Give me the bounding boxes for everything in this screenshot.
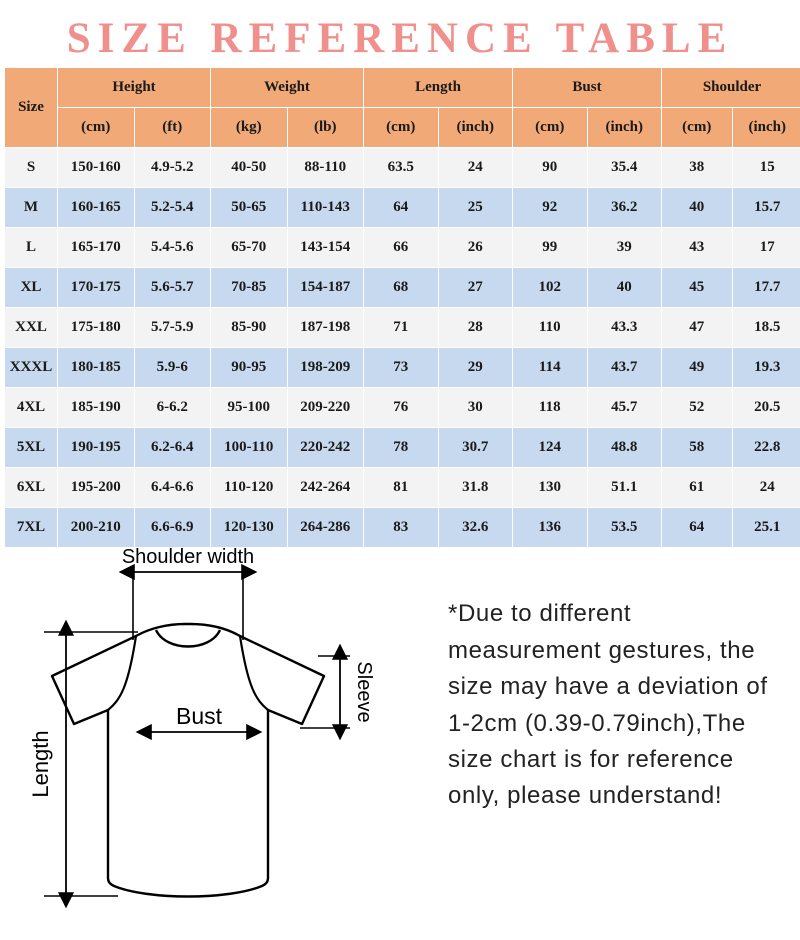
table-row [5, 348, 800, 388]
cell-value: 99 [513, 228, 588, 268]
cell-value: 63.5 [364, 148, 439, 188]
cell-value: 17 [732, 228, 800, 268]
cell-value: 71 [364, 308, 439, 348]
cell-value: 4.9-5.2 [134, 148, 211, 188]
cell-value: 28 [438, 308, 513, 348]
cell-value: 78 [364, 428, 439, 468]
cell-size: 6XL [5, 468, 58, 508]
cell-size: XL [5, 268, 58, 308]
cell-value: 130 [513, 468, 588, 508]
cell-value: 150-160 [58, 148, 135, 188]
tshirt-outline [52, 624, 324, 897]
header-height: Height [58, 68, 211, 108]
cell-value: 19.3 [732, 348, 800, 388]
cell-value: 43.3 [587, 308, 662, 348]
cell-value: 45.7 [587, 388, 662, 428]
cell-value: 65-70 [211, 228, 288, 268]
cell-value: 49 [662, 348, 733, 388]
size-reference-table [4, 67, 800, 548]
cell-size: XXXL [5, 348, 58, 388]
cell-value: 17.7 [732, 268, 800, 308]
bust-label: Bust [176, 703, 223, 729]
cell-value: 40-50 [211, 148, 288, 188]
unit-height-ft: (ft) [134, 108, 211, 148]
table-row [5, 188, 800, 228]
cell-value: 114 [513, 348, 588, 388]
table-row [5, 428, 800, 468]
cell-value: 81 [364, 468, 439, 508]
cell-value: 180-185 [58, 348, 135, 388]
header-weight: Weight [211, 68, 364, 108]
cell-value: 53.5 [587, 508, 662, 548]
cell-value: 40 [662, 188, 733, 228]
unit-weight-kg: (kg) [211, 108, 288, 148]
cell-value: 58 [662, 428, 733, 468]
table-row [5, 508, 800, 548]
cell-value: 40 [587, 268, 662, 308]
cell-value: 220-242 [287, 428, 364, 468]
cell-value: 136 [513, 508, 588, 548]
tshirt-svg [0, 548, 400, 940]
cell-value: 38 [662, 148, 733, 188]
cell-value: 68 [364, 268, 439, 308]
cell-value: 6.2-6.4 [134, 428, 211, 468]
cell-value: 190-195 [58, 428, 135, 468]
table-header-unit-row [5, 108, 800, 148]
cell-size: S [5, 148, 58, 188]
cell-value: 160-165 [58, 188, 135, 228]
cell-value: 170-175 [58, 268, 135, 308]
cell-value: 66 [364, 228, 439, 268]
page-title: SIZE REFERENCE TABLE [0, 0, 800, 67]
cell-value: 6.6-6.9 [134, 508, 211, 548]
unit-shoulder-inch: (inch) [732, 108, 800, 148]
cell-value: 76 [364, 388, 439, 428]
cell-value: 5.7-5.9 [134, 308, 211, 348]
table-row [5, 468, 800, 508]
cell-value: 264-286 [287, 508, 364, 548]
unit-shoulder-cm: (cm) [662, 108, 733, 148]
cell-value: 102 [513, 268, 588, 308]
cell-value: 100-110 [211, 428, 288, 468]
table-row [5, 308, 800, 348]
cell-value: 6.4-6.6 [134, 468, 211, 508]
cell-value: 47 [662, 308, 733, 348]
cell-value: 50-65 [211, 188, 288, 228]
cell-value: 25.1 [732, 508, 800, 548]
cell-value: 185-190 [58, 388, 135, 428]
cell-value: 27 [438, 268, 513, 308]
table-header-group-row [5, 68, 800, 108]
cell-value: 92 [513, 188, 588, 228]
header-length: Length [364, 68, 513, 108]
cell-value: 26 [438, 228, 513, 268]
cell-value: 198-209 [287, 348, 364, 388]
unit-height-cm: (cm) [58, 108, 135, 148]
unit-length-cm: (cm) [364, 108, 439, 148]
cell-value: 5.4-5.6 [134, 228, 211, 268]
cell-value: 30.7 [438, 428, 513, 468]
cell-value: 5.2-5.4 [134, 188, 211, 228]
table-row [5, 268, 800, 308]
cell-value: 30 [438, 388, 513, 428]
table-row [5, 148, 800, 188]
cell-value: 43.7 [587, 348, 662, 388]
header-size: Size [5, 68, 58, 148]
cell-value: 175-180 [58, 308, 135, 348]
cell-value: 95-100 [211, 388, 288, 428]
unit-bust-cm: (cm) [513, 108, 588, 148]
cell-value: 35.4 [587, 148, 662, 188]
cell-value: 124 [513, 428, 588, 468]
cell-value: 29 [438, 348, 513, 388]
unit-length-inch: (inch) [438, 108, 513, 148]
cell-value: 120-130 [211, 508, 288, 548]
cell-value: 31.8 [438, 468, 513, 508]
header-shoulder: Shoulder [662, 68, 800, 108]
cell-value: 83 [364, 508, 439, 548]
cell-size: 7XL [5, 508, 58, 548]
unit-bust-inch: (inch) [587, 108, 662, 148]
cell-value: 143-154 [287, 228, 364, 268]
measurement-note: *Due to different measurement gestures, the size may have a deviation of 1-2cm (0.39-0.79inch),The size chart is for reference only, please understand! [448, 596, 778, 815]
cell-value: 15.7 [732, 188, 800, 228]
cell-value: 90 [513, 148, 588, 188]
cell-value: 64 [364, 188, 439, 228]
cell-value: 22.8 [732, 428, 800, 468]
cell-value: 85-90 [211, 308, 288, 348]
cell-value: 39 [587, 228, 662, 268]
cell-value: 209-220 [287, 388, 364, 428]
cell-value: 25 [438, 188, 513, 228]
cell-value: 61 [662, 468, 733, 508]
cell-value: 154-187 [287, 268, 364, 308]
cell-value: 6-6.2 [134, 388, 211, 428]
cell-size: 5XL [5, 428, 58, 468]
cell-value: 195-200 [58, 468, 135, 508]
cell-value: 20.5 [732, 388, 800, 428]
cell-value: 242-264 [287, 468, 364, 508]
cell-value: 5.9-6 [134, 348, 211, 388]
tshirt-diagram [0, 548, 400, 940]
cell-value: 118 [513, 388, 588, 428]
length-label: Length [28, 730, 53, 797]
cell-value: 110-143 [287, 188, 364, 228]
cell-value: 45 [662, 268, 733, 308]
cell-value: 48.8 [587, 428, 662, 468]
header-bust: Bust [513, 68, 662, 108]
shoulder-width-label: Shoulder width [122, 548, 254, 568]
table-row [5, 228, 800, 268]
cell-size: 4XL [5, 388, 58, 428]
cell-value: 52 [662, 388, 733, 428]
cell-value: 51.1 [587, 468, 662, 508]
table-body [5, 148, 800, 548]
cell-value: 36.2 [587, 188, 662, 228]
cell-value: 165-170 [58, 228, 135, 268]
cell-value: 90-95 [211, 348, 288, 388]
cell-value: 110-120 [211, 468, 288, 508]
table-row [5, 388, 800, 428]
unit-weight-lb: (lb) [287, 108, 364, 148]
cell-value: 110 [513, 308, 588, 348]
tshirt-collar [156, 630, 220, 647]
cell-value: 18.5 [732, 308, 800, 348]
cell-value: 187-198 [287, 308, 364, 348]
cell-value: 5.6-5.7 [134, 268, 211, 308]
diagram-and-note [0, 548, 800, 940]
cell-value: 73 [364, 348, 439, 388]
cell-size: XXL [5, 308, 58, 348]
cell-size: M [5, 188, 58, 228]
cell-value: 64 [662, 508, 733, 548]
cell-value: 200-210 [58, 508, 135, 548]
cell-size: L [5, 228, 58, 268]
cell-value: 24 [438, 148, 513, 188]
cell-value: 32.6 [438, 508, 513, 548]
cell-value: 88-110 [287, 148, 364, 188]
cell-value: 43 [662, 228, 733, 268]
cell-value: 24 [732, 468, 800, 508]
sleeve-label: Sleeve [353, 662, 375, 723]
cell-value: 15 [732, 148, 800, 188]
cell-value: 70-85 [211, 268, 288, 308]
